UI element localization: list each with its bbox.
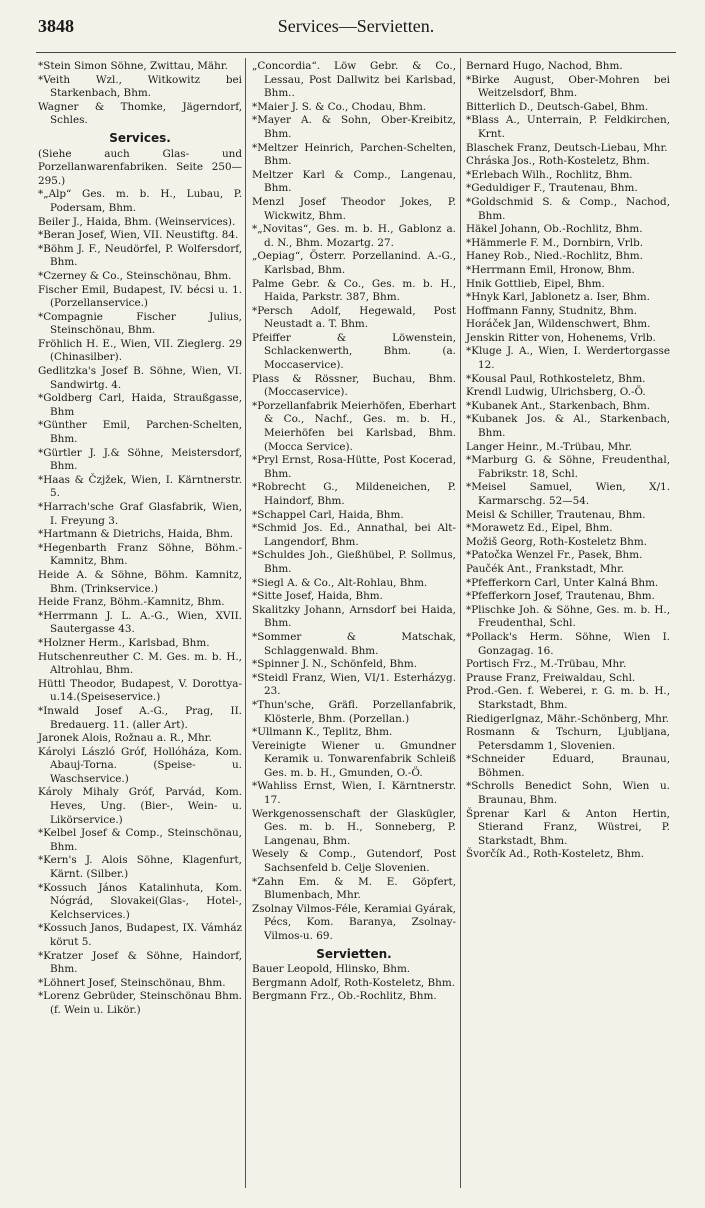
directory-entry: *Schneider Eduard, Braunau, Böhmen. <box>466 753 670 779</box>
directory-entry: *Kratzer Josef & Söhne, Haindorf, Bhm. <box>38 949 242 976</box>
directory-entry: Bitterlich D., Deutsch-Gabel, Bhm. <box>466 100 649 113</box>
directory-entry: Horáček Jan, Wildenschwert, Bhm. <box>466 318 651 331</box>
header-rule <box>36 52 676 53</box>
directory-entry: *Marburg G. & Söhne, Freudenthal, Fabrikstr. 18, Schl. <box>466 454 670 480</box>
directory-entry: Bauer Leopold, Hlinsko, Bhm. <box>252 963 411 976</box>
directory-entry: Švorčík Ad., Roth-Kosteletz, Bhm. <box>466 848 645 861</box>
directory-entry: Jaronek Alois, Rožnau a. R., Mhr. <box>38 732 212 745</box>
directory-entry: *Herrmann J. L. A.-G., Wien, XVII. Sautergasse 43. <box>38 609 242 636</box>
directory-entry: Prod.-Gen. f. Weberei, r. G. m. b. H., Starkstadt, Bhm. <box>466 685 670 711</box>
directory-entry: *Kossuch János Katalinhuta, Kom. Nógrád, Slovakei(Glas-, Hotel-, Kelchservices.) <box>38 881 242 921</box>
directory-entry: *Schrolls Benedict Sohn, Wien u. Braunau, Bhm. <box>466 780 670 807</box>
page-number: 3848 <box>38 16 74 36</box>
directory-entry: Károlyi László Gróf, Hollóháza, Kom. Abauj-Torna. (Speise- u. Waschservice.) <box>38 745 242 785</box>
directory-entry: *Blass A., Unterrain, P. Feldkirchen, Krnt. <box>466 114 670 140</box>
directory-entry: Bernard Hugo, Nachod, Bhm. <box>466 60 623 72</box>
directory-entry: Skalitzky Johann, Arnsdorf bei Haida, Bhm. <box>252 603 456 630</box>
directory-entry: Heide A. & Söhne, Böhm. Kamnitz, Bhm. (Trinkservice.) <box>38 568 242 595</box>
directory-entry: *Erlebach Wilh., Rochlitz, Bhm. <box>466 168 633 181</box>
directory-entry: *Kubanek Ant., Starkenbach, Bhm. <box>466 399 651 412</box>
directory-entry: Heide Franz, Böhm.-Kamnitz, Bhm. <box>38 596 225 609</box>
directory-entry: *Siegl A. & Co., Alt-Rohlau, Bhm. <box>252 576 428 589</box>
directory-entry: Zsolnay Vilmos-Féle, Keramiai Gyárak, Pécs, Kom. Baranya, Zsolnay-Vilmos-u. 69. <box>252 902 456 942</box>
directory-entry: *Sommer & Matschak, Schlaggenwald. Bhm. <box>252 630 456 657</box>
directory-entry: *Hnyk Karl, Jablonetz a. Iser, Bhm. <box>466 291 650 304</box>
directory-entry: *Ullmann K., Teplitz, Bhm. <box>252 726 393 739</box>
directory-entry: *Kubanek Jos. & Al., Starkenbach, Bhm. <box>466 413 670 440</box>
directory-entry: Fröhlich H. E., Wien, VII. Zieglerg. 29 (Chinasilber). <box>38 337 242 364</box>
directory-entry: Vereinigte Wiener u. Gmundner Keramik u. Tonwarenfabrik Schleiß Ges. m. b. H., Gmunden, O.-Ö. <box>252 739 456 779</box>
directory-entry: *Herrmann Emil, Hronow, Bhm. <box>466 263 635 276</box>
directory-entry: *Hartmann & Dietrichs, Haida, Bhm. <box>38 528 234 541</box>
directory-entry: *Holzner Herm., Karlsbad, Bhm. <box>38 636 210 649</box>
directory-entry: Beiler J., Haida, Bhm. (Weinservices). <box>38 215 236 228</box>
directory-entry: Palme Gebr. & Co., Ges. m. b. H., Haida, Parkstr. 387, Bhm. <box>252 277 456 304</box>
directory-entry: *Morawetz Ed., Eipel, Bhm. <box>466 522 613 535</box>
directory-entry: *Veith Wzl., Witkowitz bei Starkenbach, Bhm. <box>38 73 242 100</box>
directory-entry: Šprenar Karl & Anton Hertin, Stierand Franz, Wüstrei, P. Starkstadt, Bhm. <box>466 807 670 847</box>
directory-entry: *Schuldes Joh., Gießhübel, P. Sollmus, Bhm. <box>252 549 456 575</box>
directory-entry: Wesely & Comp., Gutendorf, Post Sachsenfeld b. Celje Slovenien. <box>252 848 456 875</box>
directory-entry: *Hegenbarth Franz Söhne, Böhm.-Kamnitz, Bhm. <box>38 541 242 568</box>
directory-entry: Hutschenreuther C. M. Ges. m. b. H., Altrohlau, Bhm. <box>38 650 242 677</box>
directory-entry: *Goldschmid S. & Comp., Nachod, Bhm. <box>466 195 670 222</box>
directory-entry: *Pfefferkorn Carl, Unter Kalná Bhm. <box>466 576 659 589</box>
directory-entry: *Kelbel Josef & Comp., Steinschönau, Bhm. <box>38 827 242 853</box>
directory-entry: „Oepiag“, Österr. Porzellanind. A.-G., Karlsbad, Bhm. <box>252 250 456 276</box>
directory-entry: *Spinner J. N., Schönfeld, Bhm. <box>252 658 418 671</box>
directory-entry: *Pollack's Herm. Söhne, Wien I. Gonzagag. 16. <box>466 630 670 657</box>
section-heading: Services. <box>109 130 171 145</box>
directory-entry: Možiš Georg, Roth-Kosteletz Bhm. <box>466 535 648 548</box>
directory-entry: Häkel Johann, Ob.-Rochlitz, Bhm. <box>466 223 643 236</box>
directory-entry: *Inwald Josef A.-G., Prag, II. Bredauerg. 11. (aller Art). <box>38 704 242 731</box>
directory-entry: Prause Franz, Freiwaldau, Schl. <box>466 671 636 684</box>
directory-entry: Werkgenossenschaft der Glaskügler, Ges. m. b. H., Sonneberg, P. Langenau, Bhm. <box>252 807 456 847</box>
column-middle <box>252 60 456 1004</box>
directory-entry: *Mayer A. & Sohn, Ober-Kreibitz, Bhm. <box>252 114 456 140</box>
directory-entry: *Plischke Joh. & Söhne, Ges. m. b. H., Freudenthal, Schl. <box>466 603 670 630</box>
directory-entry: Portisch Frz., M.-Trübau, Mhr. <box>466 658 627 671</box>
section-note: (Siehe auch Glas- und Porzellanwarenfabriken. Seite 250—295.) <box>38 147 242 187</box>
directory-entry: *Harrach'sche Graf Glasfabrik, Wien, I. Freyung 3. <box>38 501 242 527</box>
directory-entry: „Concordia“. Löw Gebr. & Co., Lessau, Post Dallwitz bei Karlsbad, Bhm.. <box>252 60 456 100</box>
directory-entry: *Lorenz Gebrüder, Steinschönau Bhm. (f. Wein u. Likör.) <box>38 990 242 1016</box>
directory-entry: *Persch Adolf, Hegewald, Post Neustadt a. T. Bhm. <box>252 304 456 331</box>
directory-entry: Hoffmann Fanny, Studnitz, Bhm. <box>466 304 638 317</box>
directory-entry: *Geduldiger F., Trautenau, Bhm. <box>466 182 638 195</box>
directory-entry: *Zahn Em. & M. E. Göpfert, Blumenbach, Mhr. <box>252 875 456 902</box>
directory-entry: Rosmann & Tschurn, Ljubljana, Petersdamm 1, Slovenien. <box>466 726 670 752</box>
directory-entry: *Gürtler J. J.& Söhne, Meistersdorf, Bhm. <box>38 446 242 473</box>
directory-entry: *Hämmerle F. M., Dornbirn, Vrlb. <box>466 236 644 249</box>
directory-entry: Meisl & Schiller, Trautenau, Bhm. <box>466 508 646 521</box>
directory-entry: Fischer Emil, Budapest, IV. bécsi u. 1. (Porzellanservice.) <box>38 283 242 310</box>
directory-entry: Plass & Rössner, Buchau, Bhm. (Moccaservice). <box>252 372 456 399</box>
directory-entry: *Czerney & Co., Steinschönau, Bhm. <box>38 269 232 282</box>
column-divider <box>245 58 246 1188</box>
directory-entry: Krendl Ludwig, Ulrichsberg, O.-Ö. <box>466 386 646 399</box>
page-title: Services—Servietten. <box>277 16 435 36</box>
directory-entry: RiedigerIgnaz, Mähr.-Schönberg, Mhr. <box>466 712 669 725</box>
directory-entry: Paučék Ant., Frankstadt, Mhr. <box>466 562 625 575</box>
column-right <box>466 60 670 862</box>
directory-entry: Langer Heinr., M.-Trübau, Mhr. <box>466 440 633 453</box>
directory-entry: *Pfefferkorn Josef, Trautenau, Bhm. <box>466 590 655 603</box>
directory-entry: *Porzellanfabrik Meierhöfen, Eberhart & Co., Nachf., Ges. m. b. H., Meierhöfen bei Karlsbad, Bhm. (Mocca Service). <box>252 399 456 453</box>
directory-entry: Hüttl Theodor, Budapest, V. Dorottya-u.14.(Speiseservice.) <box>38 677 242 704</box>
directory-entry: *Wahliss Ernst, Wien, I. Kärntnerstr. 17. <box>252 780 456 807</box>
directory-entry: *Birke August, Ober-Mohren bei Weitzelsdorf, Bhm. <box>466 73 670 100</box>
directory-entry: *Maier J. S. & Co., Chodau, Bhm. <box>252 100 427 113</box>
directory-entry: Bergmann Adolf, Roth-Kosteletz, Bhm. <box>252 976 456 989</box>
directory-entry: Chráska Jos., Roth-Kosteletz, Bhm. <box>466 155 650 168</box>
directory-entry: *Pryl Ernst, Rosa-Hütte, Post Kocerad, Bhm. <box>252 454 456 480</box>
directory-entry: Blaschek Franz, Deutsch-Liebau, Mhr. <box>466 141 668 154</box>
directory-entry: Wagner & Thomke, Jägerndorf, Schles. <box>38 100 242 127</box>
directory-entry: *Günther Emil, Parchen-Schelten, Bhm. <box>38 419 242 446</box>
column-left <box>38 60 242 1018</box>
directory-entry: Pfeiffer & Löwenstein, Schlackenwerth, Bhm. (a. Moccaservice). <box>252 331 456 372</box>
page-header <box>36 16 676 42</box>
directory-entry: *„Alp“ Ges. m. b. H., Lubau, P. Podersam, Bhm. <box>38 188 242 214</box>
directory-entry: *Thun'sche, Gräfl. Porzellanfabrik, Klösterle, Bhm. (Porzellan.) <box>252 698 456 725</box>
directory-entry: *Böhm J. F., Neudörfel, P. Wolfersdorf, Bhm. <box>38 242 242 269</box>
directory-entry: Jenskin Ritter von, Hohenems, Vrlb. <box>466 331 656 344</box>
directory-entry: *Stein Simon Söhne, Zwittau, Mähr. <box>38 60 228 72</box>
directory-entry: *Meisel Samuel, Wien, X/1. Karmarschg. 52—54. <box>466 481 670 507</box>
column-divider <box>460 58 461 1188</box>
directory-entry: *Compagnie Fischer Julius, Steinschönau, Bhm. <box>38 310 242 337</box>
directory-entry: *Kossuch Janos, Budapest, IX. Vámház körut 5. <box>38 922 242 948</box>
directory-entry: *Schmid Jos. Ed., Annathal, bei Alt-Langendorf, Bhm. <box>252 522 456 548</box>
directory-entry: Menzl Josef Theodor Jokes, P. Wickwitz, Bhm. <box>252 195 456 222</box>
directory-entry: Meltzer Karl & Comp., Langenau, Bhm. <box>252 168 456 195</box>
directory-entry: *Steidl Franz, Wien, VI/1. Esterházyg. 23. <box>252 671 456 698</box>
directory-entry: *Beran Josef, Wien, VII. Neustiftg. 84. <box>38 229 239 242</box>
directory-entry: *Goldberg Carl, Haida, Straußgasse, Bhm <box>38 392 242 418</box>
directory-entry: Hnik Gottlieb, Eipel, Bhm. <box>466 277 605 290</box>
directory-entry: *Kern's J. Alois Söhne, Klagenfurt, Kärnt. (Silber.) <box>38 854 242 881</box>
directory-entry: Bergmann Frz., Ob.-Rochlitz, Bhm. <box>252 990 437 1003</box>
directory-entry: Károly Mihaly Gróf, Parvád, Kom. Heves, Ung. (Bier-, Wein- u. Likörservice.) <box>38 786 242 826</box>
directory-entry: *Haas & Čzjžek, Wien, I. Kärntnerstr. 5. <box>38 473 242 500</box>
section-heading: Servietten. <box>316 946 392 961</box>
directory-entry: *Meltzer Heinrich, Parchen-Schelten, Bhm. <box>252 141 456 168</box>
directory-entry: Haney Rob., Nied.-Rochlitz, Bhm. <box>466 250 643 263</box>
directory-entry: *Kluge J. A., Wien, I. Werdertorgasse 12. <box>466 345 670 372</box>
directory-entry: Gedlitzka's Josef B. Söhne, Wien, VI. Sandwirtg. 4. <box>38 365 242 391</box>
directory-entry: *„Novitas“, Ges. m. b. H., Gablonz a. d. N., Bhm. Mozartg. 27. <box>252 223 456 249</box>
directory-entry: *Robrecht G., Mildeneichen, P. Haindorf, Bhm. <box>252 481 456 507</box>
directory-entry: *Schappel Carl, Haida, Bhm. <box>252 508 404 521</box>
directory-entry: *Kousal Paul, Rothkosteletz, Bhm. <box>466 372 646 385</box>
directory-entry: *Löhnert Josef, Steinschönau, Bhm. <box>38 976 226 989</box>
directory-entry: *Patočka Wenzel Fr., Pasek, Bhm. <box>466 549 643 562</box>
directory-entry: *Sitte Josef, Haida, Bhm. <box>252 590 383 603</box>
